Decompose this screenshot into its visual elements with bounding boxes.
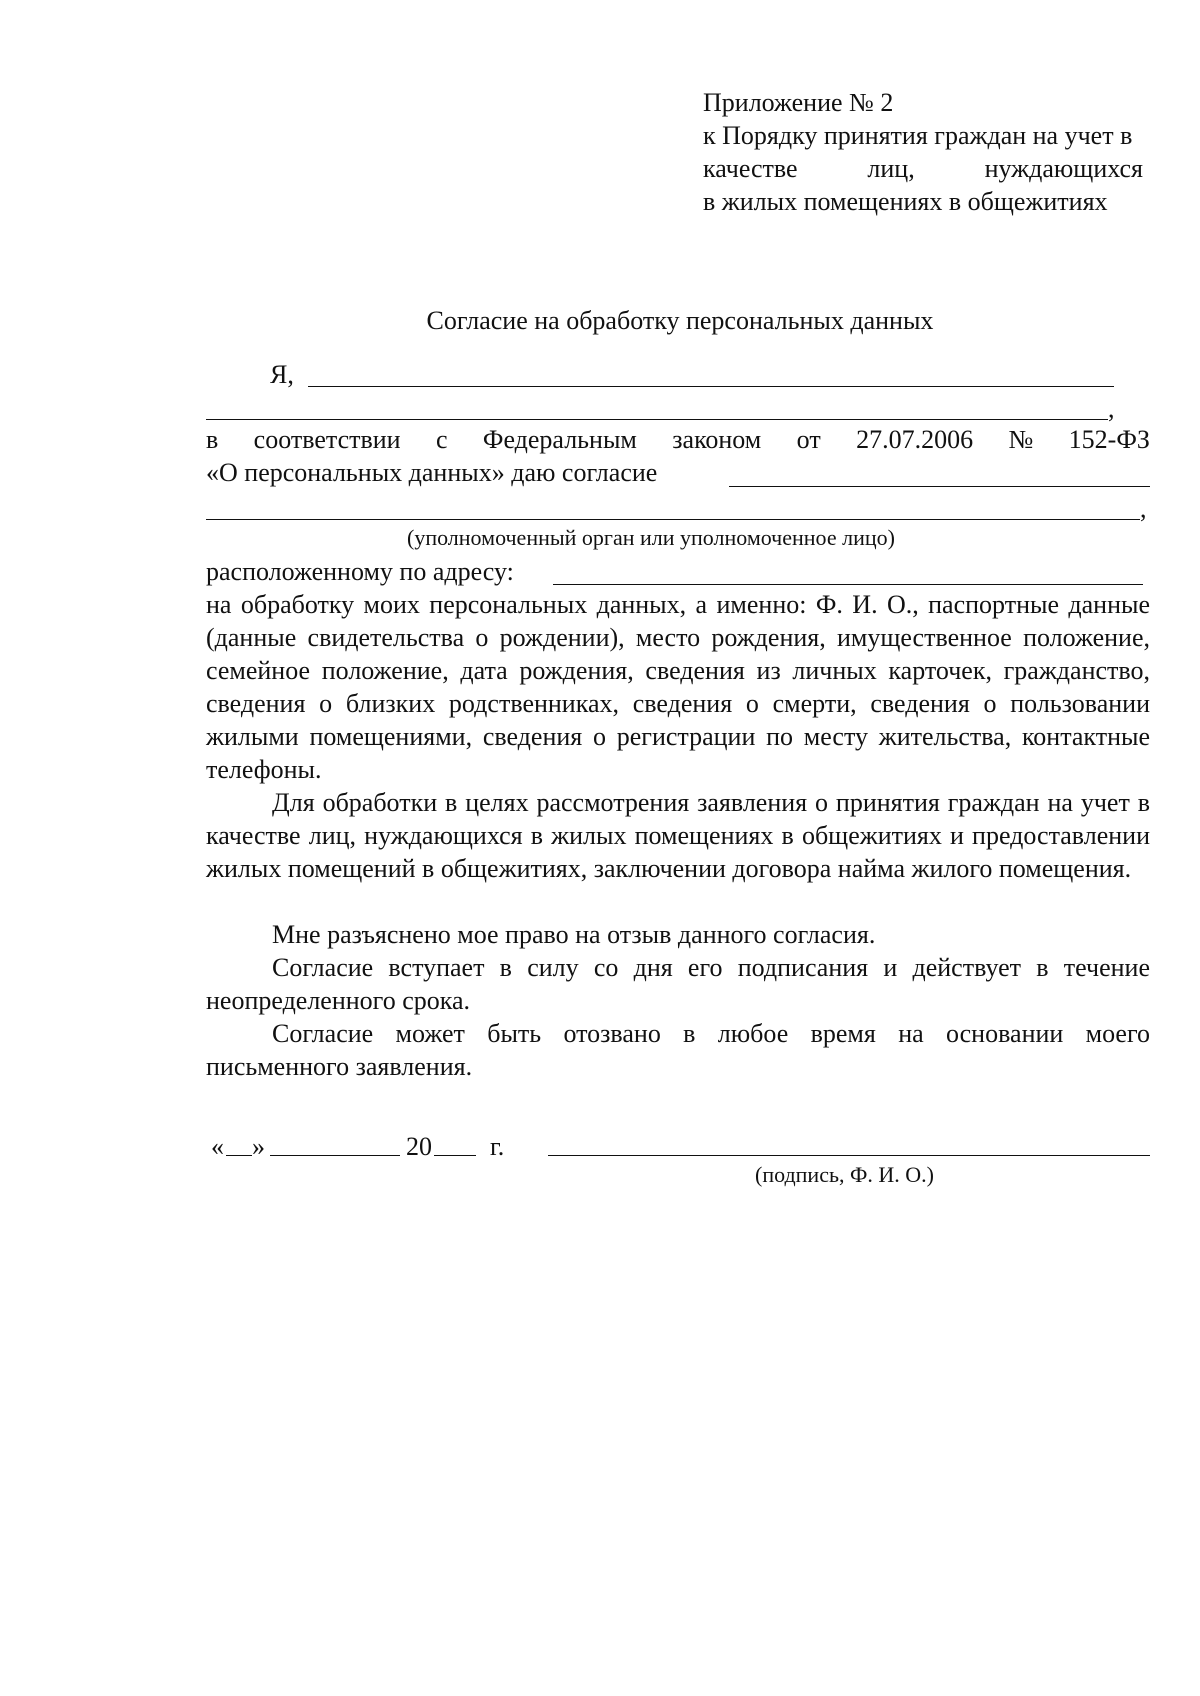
full-name-continued-field-line[interactable] bbox=[206, 419, 1108, 420]
appendix-ref-line-2 bbox=[703, 152, 1143, 185]
appendix-word: качестве bbox=[703, 154, 798, 183]
law-word: № bbox=[1008, 425, 1034, 454]
law-word: соответствии bbox=[253, 425, 401, 454]
paragraph-revocation: Согласие может быть отозвано в любое время на основании моего письменного заявления. bbox=[206, 1019, 1150, 1081]
org-caption: (уполномоченный орган или уполномоченное лицо) bbox=[407, 525, 895, 550]
appendix-ref-line-1: к Порядку принятия граждан на учет в bbox=[703, 121, 1133, 150]
appendix-ref-line-3: в жилых помещениях в общежитиях bbox=[703, 187, 1108, 216]
ya-label: Я, bbox=[270, 360, 294, 389]
date-day-field-line[interactable] bbox=[226, 1155, 252, 1156]
date-quote-open: « bbox=[211, 1132, 224, 1161]
appendix-number: Приложение № 2 bbox=[703, 88, 894, 117]
paragraph-purpose: Для обработки в целях рассмотрения заявления о принятия граждан на учет в качестве лиц, нуждающихся в жилых помещениях в общежитиях и предоставлении жилых помещений в общежитиях, заключении договора найма жилого помещения. bbox=[206, 788, 1150, 883]
paragraph-personal-data: на обработку моих персональных данных, а именно: Ф. И. О., паспортные данные (данные свидетельства о рождении), место рождения, имущественное положение, семейное положение, дата рождения, сведения из личных карточек, гражданство, сведения о близких родственниках, сведения о смерти, сведения о пользовании жилыми помещениями, сведения о регистрации по месту жительства, контактные телефоны. bbox=[206, 590, 1150, 784]
law-word: Федеральным bbox=[482, 425, 637, 454]
date-year-prefix: 20 bbox=[406, 1132, 432, 1161]
date-quote-close: » bbox=[252, 1132, 265, 1161]
paragraph-right-to-revoke: Мне разъяснено мое право на отзыв данного согласия. bbox=[272, 920, 876, 949]
date-year-field-line[interactable] bbox=[434, 1155, 476, 1156]
law-reference-line bbox=[206, 425, 1150, 455]
paragraph-validity: Согласие вступает в силу со дня его подписания и действует в течение неопределенного срока. bbox=[206, 953, 1150, 1015]
signature-field-line[interactable] bbox=[548, 1155, 1150, 1156]
document-title: Согласие на обработку персональных данных bbox=[426, 306, 934, 335]
address-field-line[interactable] bbox=[553, 584, 1143, 585]
law-word: с bbox=[435, 425, 448, 454]
law-word: от bbox=[796, 425, 821, 454]
date-year-suffix: г. bbox=[490, 1132, 505, 1161]
appendix-header bbox=[703, 86, 1143, 218]
appendix-word: нуждающихся bbox=[984, 154, 1143, 183]
comma: , bbox=[1108, 394, 1115, 423]
appendix-word: лиц, bbox=[867, 154, 915, 183]
law-date: 27.07.2006 bbox=[856, 425, 974, 454]
consent-recipient-continued-field-line[interactable] bbox=[206, 519, 1140, 520]
law-word: в bbox=[206, 425, 219, 454]
comma: , bbox=[1140, 494, 1147, 523]
law-word: законом bbox=[672, 425, 762, 454]
address-label: расположенному по адресу: bbox=[206, 557, 514, 586]
signature-caption: (подпись, Ф. И. О.) bbox=[755, 1162, 934, 1187]
consent-recipient-field-line[interactable] bbox=[729, 486, 1150, 487]
date-month-field-line[interactable] bbox=[270, 1155, 400, 1156]
consent-prefix: «О персональных данных» даю согласие bbox=[206, 458, 658, 487]
full-name-field-line[interactable] bbox=[308, 386, 1114, 387]
law-number: 152-ФЗ bbox=[1068, 425, 1150, 454]
